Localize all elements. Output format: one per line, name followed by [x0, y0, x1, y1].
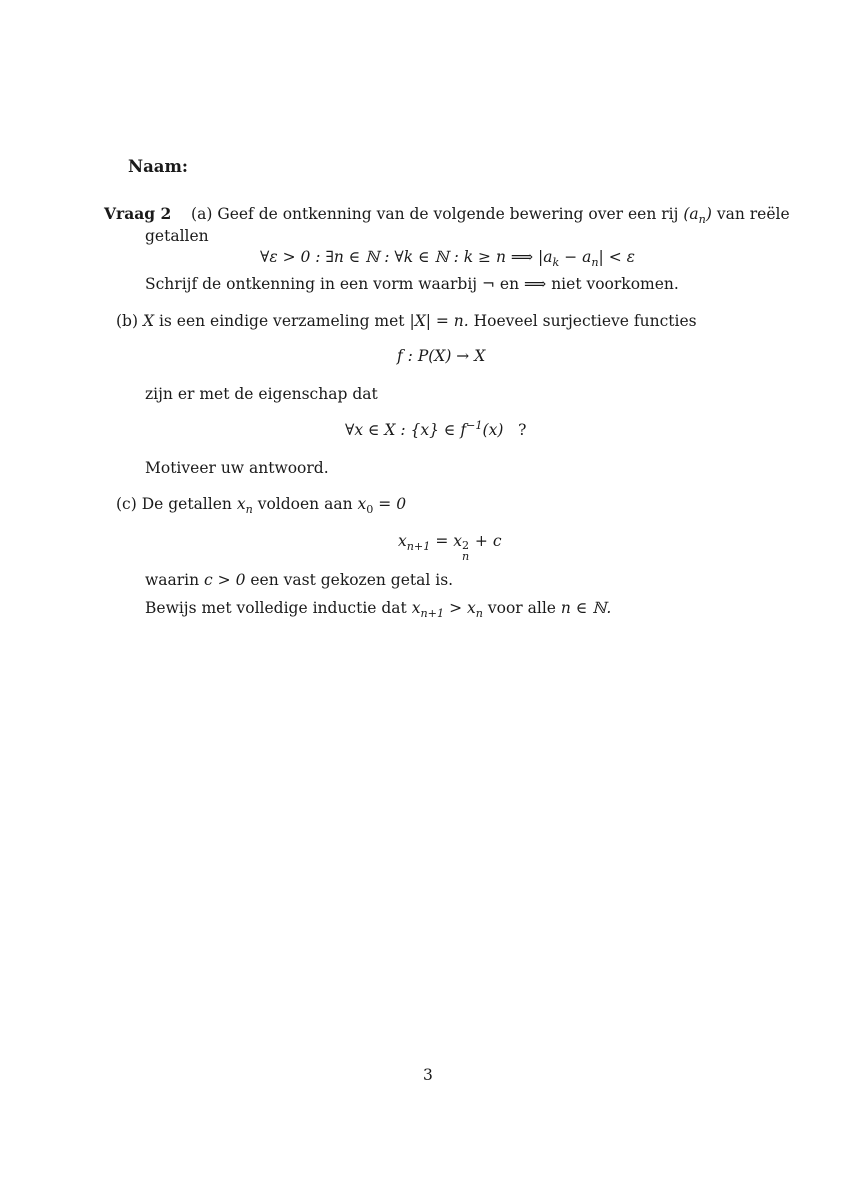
- part-a-intro-continued: getallen: [145, 227, 209, 245]
- page-number: 3: [423, 1066, 433, 1084]
- part-a-instruction: Schrijf de ontkenning in een vorm waarbij ¬ en ⟹ niet voorkomen.: [145, 275, 679, 293]
- part-c-condition: waarin c > 0 een vast gekozen getal is.: [145, 571, 454, 589]
- part-b-property-formula: ∀x ∈ X : {x} ∈ $f^{-1}(x)$ ?: [345, 419, 527, 439]
- part-c-induction: Bewijs met volledige inductie dat $x_{n+1} > x_n$ voor alle n ∈ ℕ.: [145, 599, 612, 620]
- part-b-property-intro: zijn er met de eigenschap dat: [145, 385, 378, 403]
- question-label: Vraag 2: [104, 204, 172, 223]
- part-a-intro-end: van reële: [716, 205, 790, 223]
- name-label: Naam:: [128, 157, 189, 176]
- part-c-line-1: (c) De getallen $x_n$ voldoen aan $x_0 = 0$: [116, 495, 407, 516]
- part-b-marker: (b): [116, 312, 139, 330]
- sequence-symbol: $(a_n)$: [683, 205, 712, 226]
- part-a-marker: (a): [191, 205, 213, 223]
- part-b-function-formula: f : P(X) → X: [397, 347, 486, 365]
- part-b-motivate: Motiveer uw antwoord.: [145, 459, 329, 477]
- part-b-line-1: (b) X is een eindige verzameling met |X| = n. Hoeveel surjectieve functies: [116, 312, 697, 330]
- part-c-recurrence: $x_{n+1} = x$ 2 n + c: [398, 532, 502, 563]
- part-a-formula: ∀ε > 0 : ∃n ∈ ℕ : ∀k ∈ ℕ : k ≥ n ⟹ $|a_k - a_n| < \varepsilon$: [260, 248, 635, 269]
- question-a-line-1: [104, 205, 790, 224]
- part-c-marker: (c): [116, 495, 137, 513]
- part-a-intro: Geef de ontkenning van de volgende bewering over een rij: [217, 205, 679, 223]
